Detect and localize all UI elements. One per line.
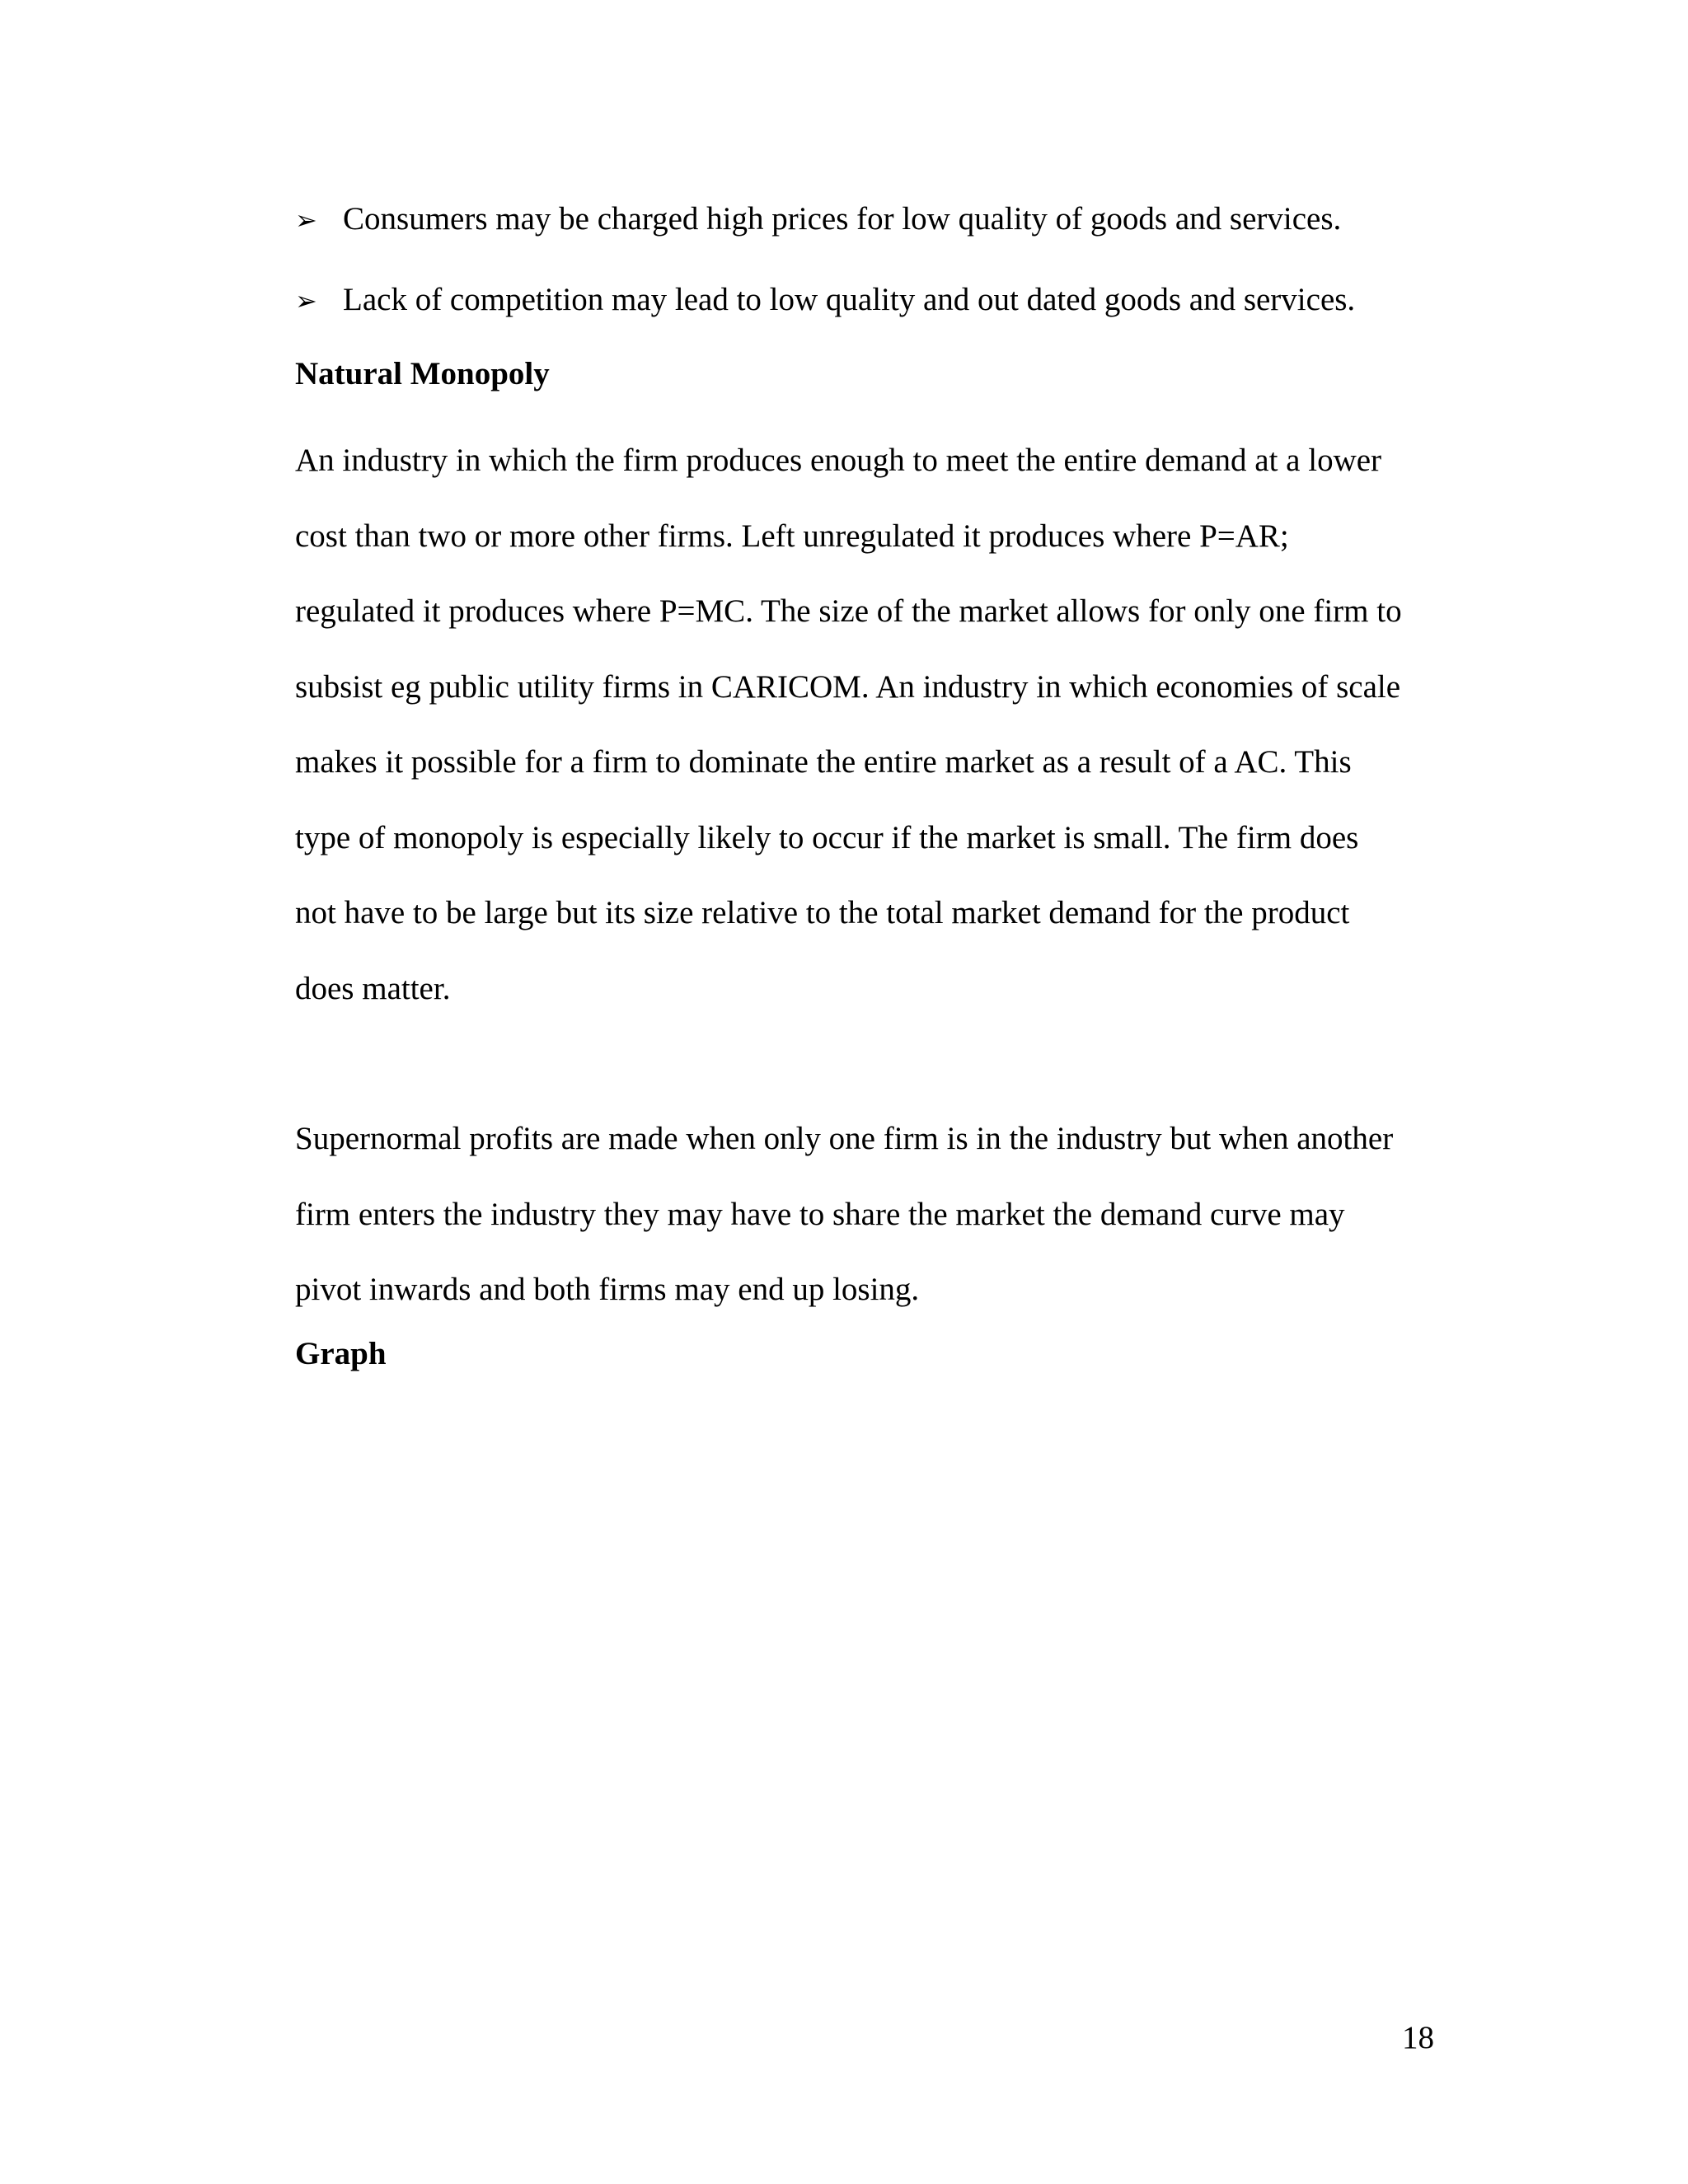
section-heading-graph: Graph <box>295 1335 387 1371</box>
text-line: cost than two or more other firms. Left unregulated it produces where P=AR; <box>295 518 1289 554</box>
bullet-item <box>295 196 1429 242</box>
text-line: firm enters the industry they may have to share the market the demand curve may <box>295 1196 1345 1232</box>
text-line: regulated it produces where P=MC. The size of the market allows for only one firm to <box>295 593 1402 629</box>
text-line: does matter. <box>295 970 451 1006</box>
text-line: not have to be large but its size relative to the total market demand for the product <box>295 895 1350 930</box>
text-line: type of monopoly is especially likely to occur if the market is small. The firm does <box>295 819 1359 855</box>
paragraph-natural-monopoly <box>295 423 1429 1026</box>
text-line: Supernormal profits are made when only one firm is in the industry but when another <box>295 1121 1394 1156</box>
paragraph-supernormal-profits <box>295 1101 1429 1328</box>
bullet-text: Consumers may be charged high prices for low quality of goods and services. <box>343 201 1342 237</box>
bullet-list <box>295 196 1429 323</box>
text-line: An industry in which the firm produces enough to meet the entire demand at a lower <box>295 443 1382 478</box>
page-content <box>295 196 1429 1377</box>
paragraph-spacer <box>295 1026 1429 1101</box>
page-number: 18 <box>1402 2020 1434 2055</box>
text-line: subsist eg public utility firms in CARICOM. An industry in which economies of scale <box>295 668 1401 705</box>
arrow-bullet-icon: ➢ <box>295 204 317 236</box>
text-line: pivot inwards and both firms may end up losing. <box>295 1272 920 1307</box>
bullet-text: Lack of competition may lead to low quality and out dated goods and services. <box>343 282 1356 317</box>
arrow-bullet-icon: ➢ <box>295 285 317 316</box>
bullet-item <box>295 277 1429 323</box>
section-heading-natural-monopoly: Natural Monopoly <box>295 356 550 391</box>
text-line: makes it possible for a firm to dominate the entire market as a result of a AC. This <box>295 744 1352 780</box>
